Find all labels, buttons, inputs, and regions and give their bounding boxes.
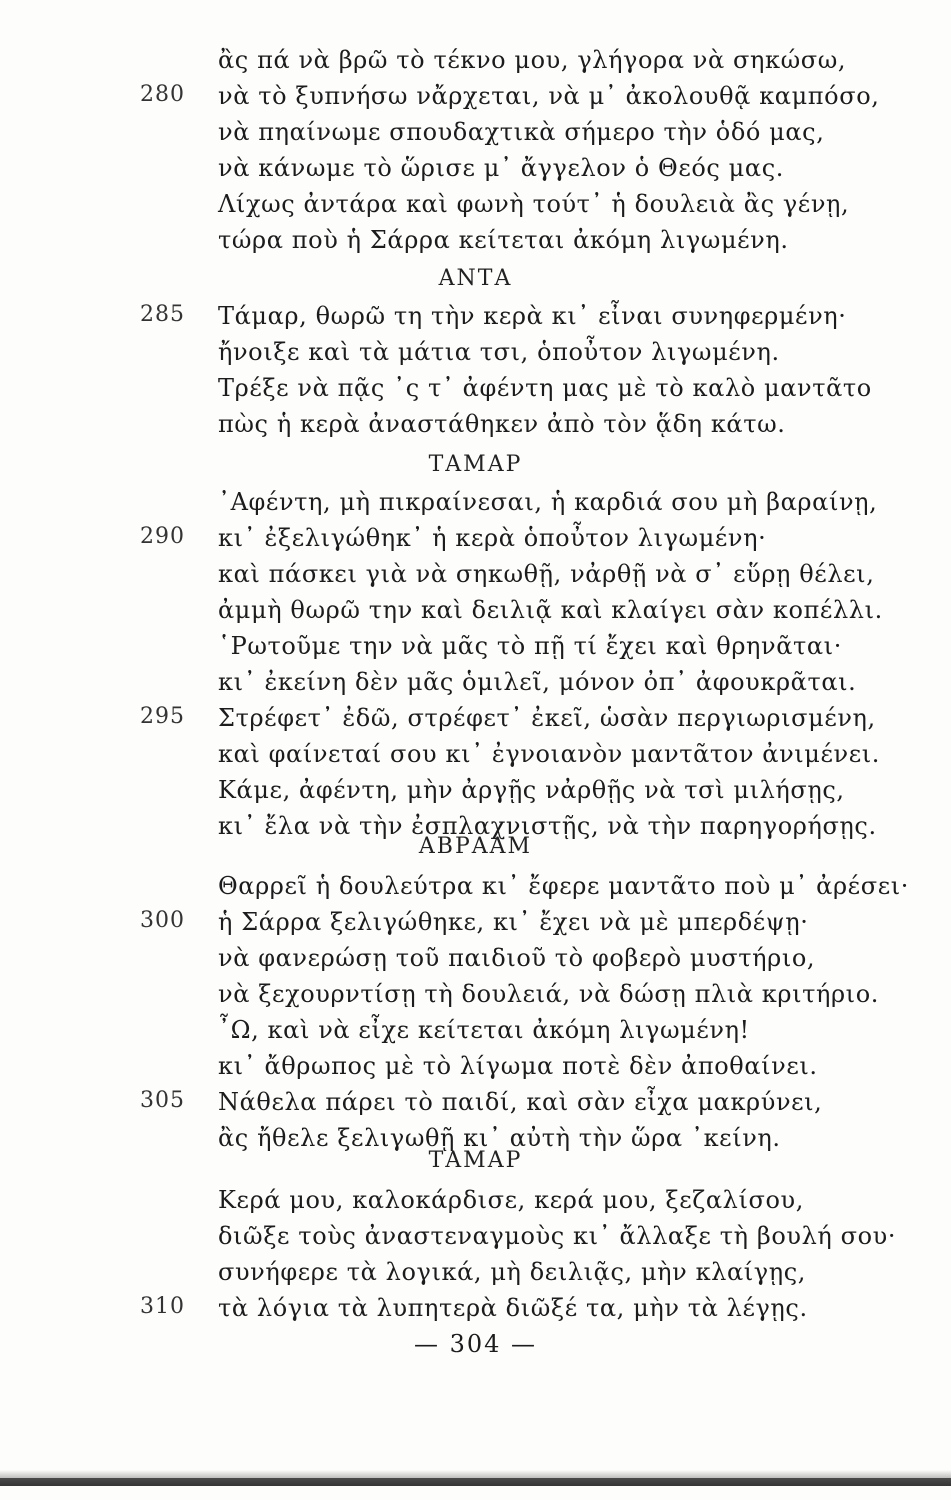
verse-text: πὼς ἡ κερὰ ἀναστάθηκεν ἀπὸ τὸν ᾅδη κάτω. [218,410,786,438]
verse-text: Κάμε, ἀφέντη, μὴν ἀργῇς νἀρθῇς νὰ τσὶ μιλήσῃς, [218,776,845,804]
verse-text: νὰ ξεχουρντίσῃ τὴ δουλειά, νὰ δώσῃ πλιὰ κριτήριο. [218,980,879,1008]
verse-line [0,524,951,564]
line-number: 300 [140,908,185,933]
verse-line [0,488,951,528]
verse-line [0,872,951,912]
verse-line [0,46,951,86]
verse-text: ἤνοιξε καὶ τὰ μάτια τσι, ὁποὖτον λιγωμένη. [218,338,780,366]
verse-line [0,302,951,342]
verse-text: Κερά μου, καλοκάρδισε, κερά μου, ξεζαλίσου, [218,1186,804,1214]
verse-line [0,82,951,122]
line-number: 295 [140,704,185,729]
verse-text: τὰ λόγια τὰ λυπητερὰ διῶξέ τα, μὴν τὰ λέγῃς. [218,1294,808,1322]
verse-text: Θαρρεῖ ἡ δουλεύτρα κι᾿ ἔφερε μαντᾶτο ποὺ μ᾿ ἀρέσει· [218,872,909,900]
verse-text: Τρέξε νὰ πᾷς ᾿ς τ᾿ ἀφέντη μας μὲ τὸ καλὸ μαντᾶτο [218,374,872,402]
verse-text: ῏Ω, καὶ νὰ εἶχε κείτεται ἀκόμη λιγωμένη! [218,1016,750,1044]
speaker-name: ΤΑΜΑΡ [428,452,523,477]
verse-line [0,1258,951,1298]
verse-line [0,944,951,984]
verse-text: καὶ φαίνεταί σου κι᾿ ἐγνοιανὸν μαντᾶτον ἀνιμένει. [218,740,880,768]
scan-edge [0,1478,951,1486]
verse-line [0,410,951,450]
verse-line [0,154,951,194]
page-number: — 304 — [413,1330,538,1358]
verse-line [0,668,951,708]
verse-text: τώρα ποὺ ἡ Σάρρα κείτεται ἀκόμη λιγωμένη. [218,226,789,254]
verse-line [0,338,951,378]
verse-text: ἂς ἤθελε ξελιγωθῇ κι᾿ αὐτὴ τὴν ὥρα ᾿κείνη. [218,1124,781,1152]
line-number: 305 [140,1088,185,1113]
verse-text: νὰ τὸ ξυπνήσω νἄρχεται, νὰ μ᾿ ἀκολουθᾷ καμπόσο, [218,82,880,110]
verse-text: νὰ φανερώσῃ τοῦ παιδιοῦ τὸ φοβερὸ μυστήριο, [218,944,816,972]
verse-line [0,908,951,948]
verse-line [0,980,951,1020]
verse-line [0,374,951,414]
verse-text: ῾Ρωτοῦμε την νὰ μᾶς τὸ πῇ τί ἔχει καὶ θρηνᾶται· [218,632,842,660]
verse-text: καὶ πάσκει γιὰ νὰ σηκωθῇ, νἀρθῇ νὰ σ᾿ εὕρῃ θέλει, [218,560,875,588]
verse-line [0,1186,951,1226]
verse-line [0,596,951,636]
verse-text: Λίχως ἀντάρα καὶ φωνὴ τούτ᾿ ἡ δουλειὰ ἂς γένῃ, [218,190,850,218]
verse-line [0,1088,951,1128]
speaker-name: ΤΑΜΑΡ [428,1148,523,1173]
verse-line [0,1294,951,1334]
verse-text: κι᾿ ἐξελιγώθηκ᾿ ἡ κερὰ ὁποὖτον λιγωμένη· [218,524,767,552]
verse-line [0,1052,951,1092]
verse-text: Στρέφετ᾿ ἐδῶ, στρέφετ᾿ ἐκεῖ, ὡσὰν περγιωρισμένη, [218,704,876,732]
verse-line [0,560,951,600]
verse-line [0,1222,951,1262]
verse-text: νὰ πηαίνωμε σπουδαχτικὰ σήμερο τὴν ὁδό μας, [218,118,825,146]
verse-text: συνήφερε τὰ λογικά, μὴ δειλιᾷς, μὴν κλαίγῃς, [218,1258,806,1286]
speaker-name: ΑΝΤΑ [438,266,513,291]
verse-text: κι᾿ ἐκείνη δὲν μᾶς ὁμιλεῖ, μόνον ὀπ᾿ ἀφουκρᾶται. [218,668,857,696]
verse-text: κι᾿ ἄθρωπος μὲ τὸ λίγωμα ποτὲ δὲν ἀποθαίνει. [218,1052,818,1080]
scan-edge-shadow [0,1470,951,1478]
verse-line [0,632,951,672]
verse-line [0,1016,951,1056]
line-number: 290 [140,524,185,549]
verse-line [0,776,951,816]
verse-text: ἀμμὴ θωρῶ την καὶ δειλιᾷ καὶ κλαίγει σὰν κοπέλλι. [218,596,883,624]
verse-text: ἡ Σάρρα ξελιγώθηκε, κι᾿ ἔχει νὰ μὲ μπερδέψῃ· [218,908,809,936]
verse-text: διῶξε τοὺς ἀναστεναγμοὺς κι᾿ ἄλλαξε τὴ βουλή σου· [218,1222,897,1250]
line-number: 285 [140,302,185,327]
verse-line [0,190,951,230]
verse-line [0,704,951,744]
verse-text: Τάμαρ, θωρῶ τη τὴν κερὰ κι᾿ εἶναι συνηφερμένη· [218,302,847,330]
verse-line [0,118,951,158]
line-number: 280 [140,82,185,107]
verse-text: ἂς πά νὰ βρῶ τὸ τέκνο μου, γλήγορα νὰ σηκώσω, [218,46,847,74]
speaker-name: ΑΒΡΑΑΜ [418,834,533,859]
verse-text: Νάθελα πάρει τὸ παιδί, καὶ σὰν εἶχα μακρύνει, [218,1088,823,1116]
verse-text: κι᾿ ἔλα νὰ τὴν ἐσπλαχνιστῇς, νὰ τὴν παρηγορήσῃς. [218,812,877,840]
line-number: 310 [140,1294,185,1319]
verse-line [0,226,951,266]
verse-text: νὰ κάνωμε τὸ ὥρισε μ᾿ ἄγγελον ὁ Θεός μας. [218,154,784,182]
verse-text: ᾿Αφέντη, μὴ πικραίνεσαι, ἡ καρδιά σου μὴ βαραίνῃ, [218,488,878,516]
verse-line [0,740,951,780]
